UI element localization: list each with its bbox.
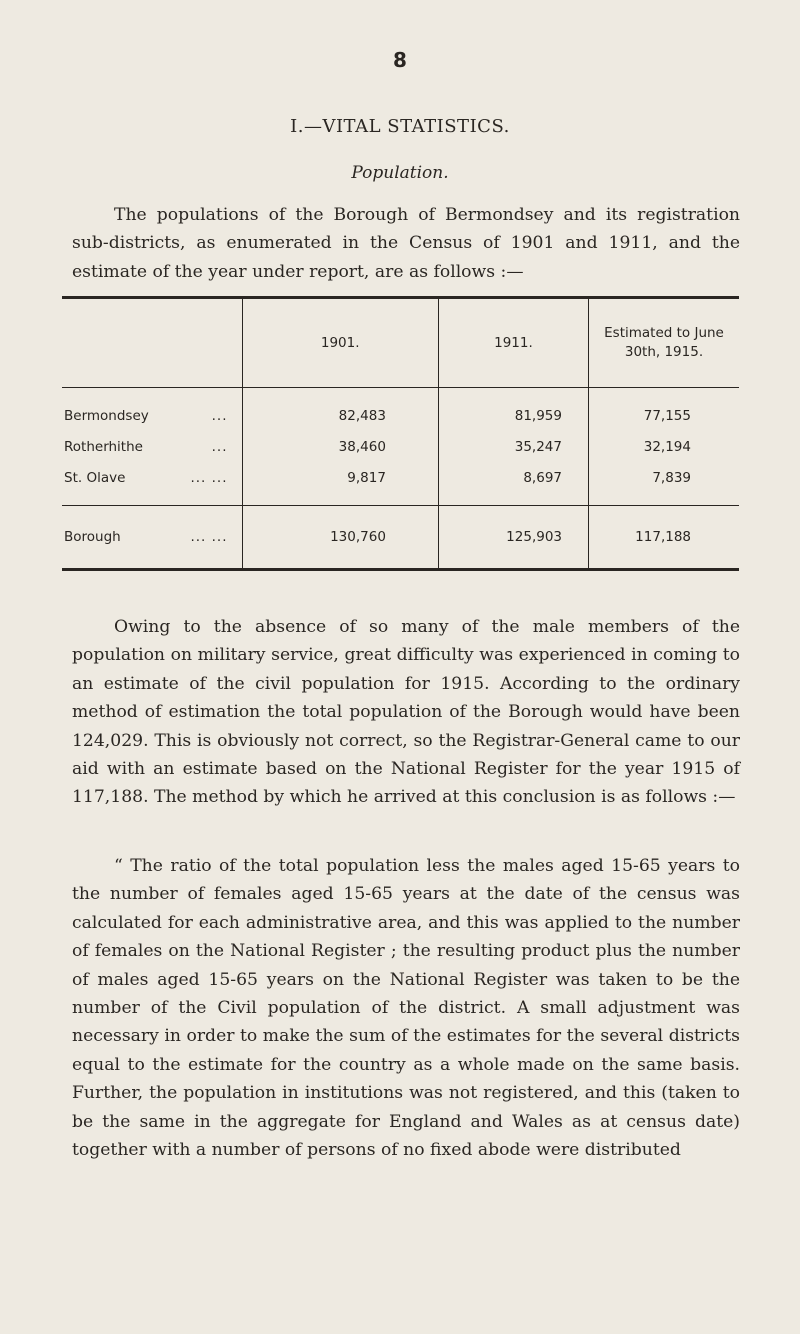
page-number: 8 [393, 48, 407, 72]
value-1911: 81,959 [438, 388, 588, 432]
header-1911: 1911. [438, 298, 588, 388]
value-1901: 82,483 [242, 388, 438, 432]
district-name: St. Olave [64, 469, 126, 486]
district-name: Rotherhithe [64, 438, 143, 455]
value-1901: 9,817 [242, 462, 438, 506]
table-row [62, 388, 739, 432]
value-estimate-1915: 77,155 [589, 388, 740, 432]
table-row [62, 431, 739, 462]
section-subtitle: Population. [351, 163, 449, 183]
leader-dots: ... ... [190, 469, 228, 486]
total-1901: 130,760 [242, 506, 438, 570]
total-label-cell [62, 506, 242, 570]
paragraph-2-text: “ The ratio of the total population less the males aged 15-65 years to the number of females aged 15-65 years at the date of the census was calculated for each administrative area, and this was applied to the number of females on the National Register ; the resulting product plus the number of males aged 15-65 years on the National Register was taken to be the number of the Civil population of the district. A small adjustment was necessary in order to make the sum of the estimates for the several districts equal to the estimate for the country as a whole made on the same basis. Further, the population in institutions was not registered, and this (taken to be the same in the aggregate for England and Wales as at census date) together with a number of persons of no fixed abode were distributed [72, 856, 740, 1161]
total-estimate-1915: 117,188 [589, 506, 740, 570]
population-table [62, 296, 739, 571]
value-1901: 38,460 [242, 431, 438, 462]
value-estimate-1915: 7,839 [589, 462, 740, 506]
intro-text: The populations of the Borough of Bermondsey and its registration sub-districts, as enumerated in the Census of 1901 and 1911, and the estimate of the year under report, are as follows :— [72, 205, 740, 282]
district-name: Bermondsey [64, 407, 149, 424]
section-title: I.—VITAL STATISTICS. [290, 116, 510, 137]
value-1911: 8,697 [438, 462, 588, 506]
leader-dots: ... ... [190, 529, 228, 545]
district-cell [62, 462, 242, 506]
leader-dots: ... [211, 407, 228, 424]
value-estimate-1915: 32,194 [589, 431, 740, 462]
district-cell [62, 388, 242, 432]
header-district [62, 298, 242, 388]
table-header-row [62, 298, 739, 388]
body-paragraph-1 [72, 613, 740, 812]
total-label: Borough [64, 529, 121, 545]
value-1911: 35,247 [438, 431, 588, 462]
table-total-row [62, 506, 739, 570]
table-row [62, 462, 739, 506]
body-paragraph-2 [72, 852, 740, 1164]
leader-dots: ... [211, 438, 228, 455]
district-cell [62, 431, 242, 462]
header-estimate-text: Estimated to June 30th, 1915. [604, 325, 724, 360]
total-1911: 125,903 [438, 506, 588, 570]
header-1901: 1901. [242, 298, 438, 388]
intro-paragraph [72, 201, 740, 286]
paragraph-1-text: Owing to the absence of so many of the male members of the population on military service, great difficulty was experienced in coming to an estimate of the civil population for 1915. According to the ordinary method of estimation the total population of the Borough would have been 124,029. This is obviously not correct, so the Registrar-General came to our aid with an estimate based on the National Register for the year 1915 of 117,188. The method by which he arrived at this conclusion is as follows :— [72, 617, 740, 808]
header-estimate-1915 [589, 298, 740, 388]
